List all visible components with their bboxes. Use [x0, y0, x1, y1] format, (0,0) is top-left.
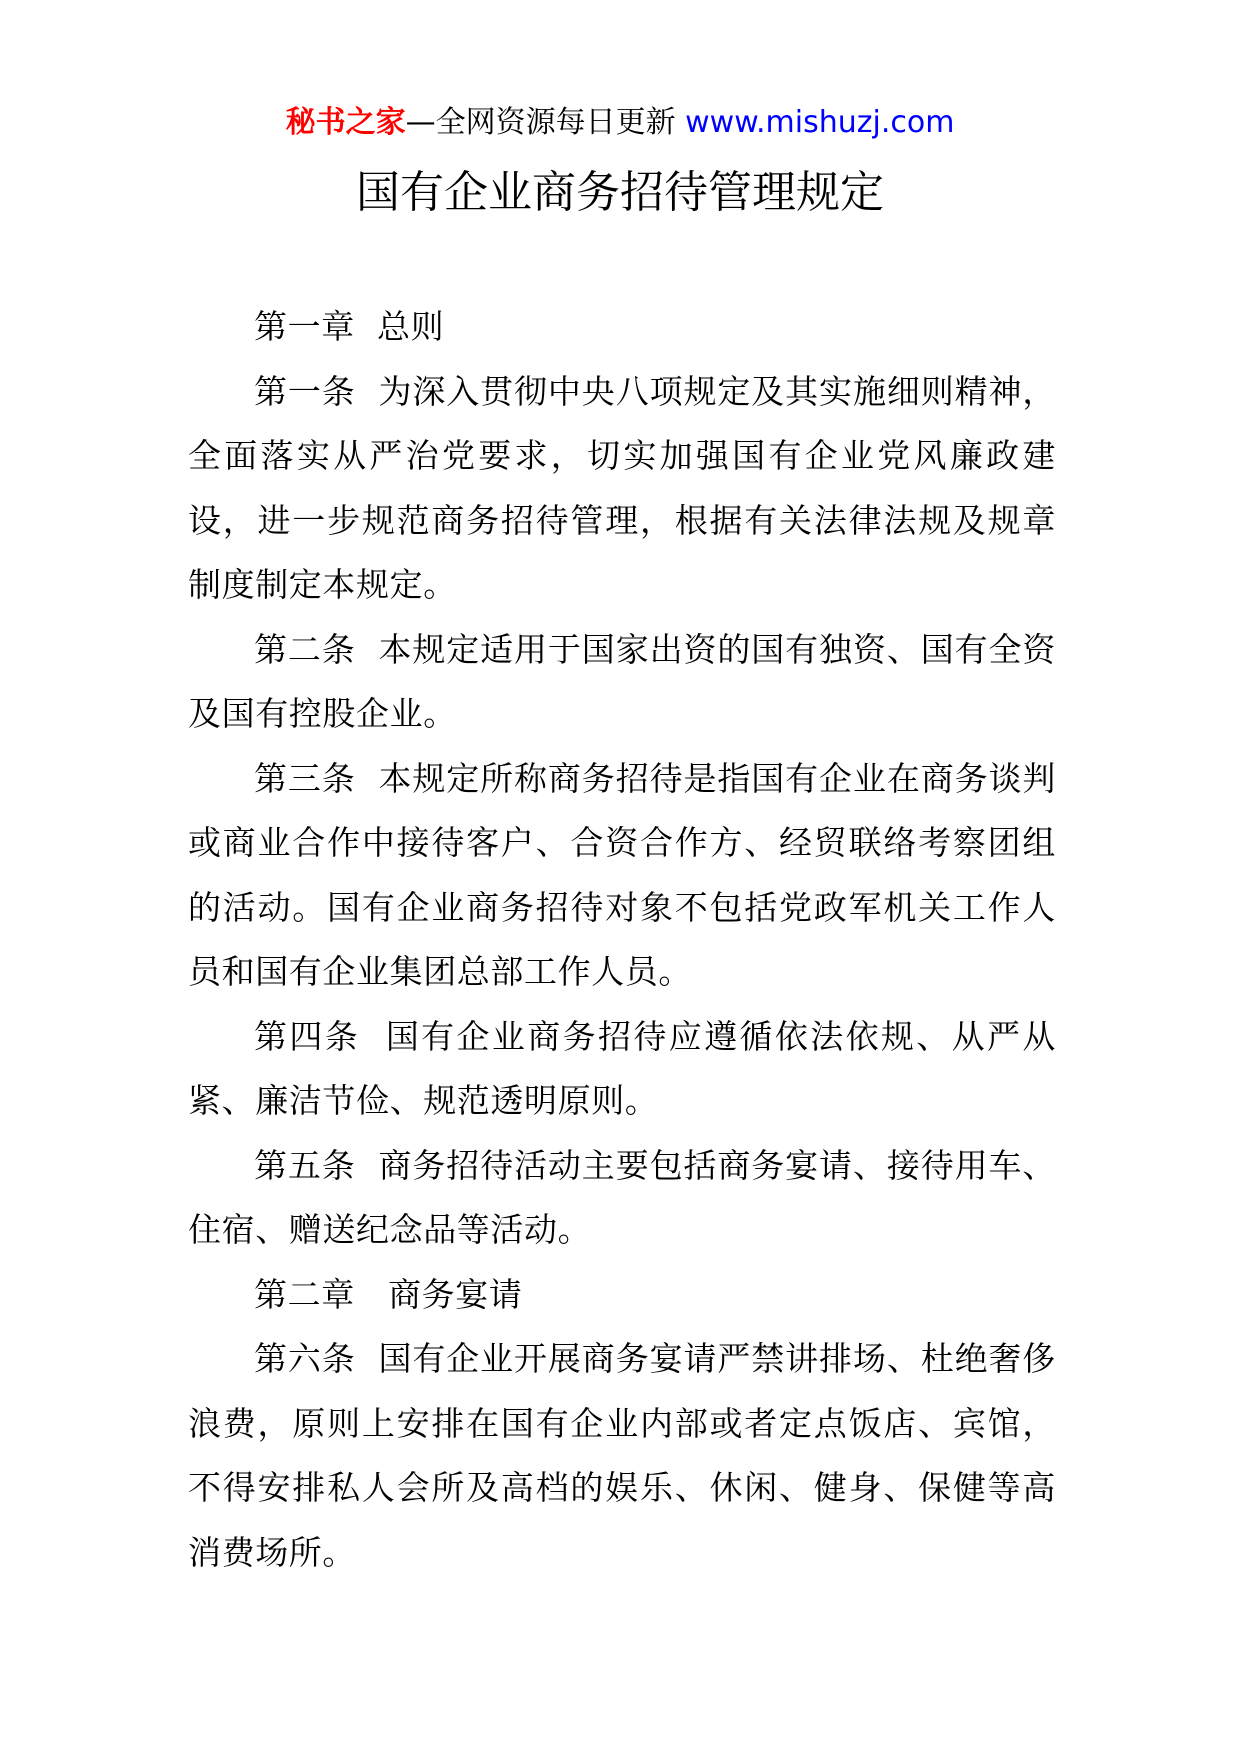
article-paragraph [188, 1327, 1056, 1585]
article-text: 本规定所称商务招待是指国有企业在商务谈判或商业合作中接待客户、合资合作方、经贸联络考察团组的活动。国有企业商务招待对象不包括党政军机关工作人员和国有企业集团总部工作人员。 [188, 758, 1057, 991]
article-paragraph [188, 618, 1056, 747]
article-text: 商务招待活动主要包括商务宴请、接待用车、住宿、赠送纪念品等活动。 [188, 1145, 1057, 1249]
article-label: 第二条 [254, 629, 379, 669]
article-label: 第一条 [254, 371, 379, 411]
chapter-label: 第二章 商务宴请 [254, 1274, 523, 1314]
site-url-link[interactable]: www.mishuzj.com [685, 105, 955, 140]
article-text: 为深入贯彻中央八项规定及其实施细则精神，全面落实从严治党要求，切实加强国有企业党风廉政建设，进一步规范商务招待管理，根据有关法律法规及规章制度制定本规定。 [188, 371, 1057, 604]
article-label: 第四条 [254, 1016, 386, 1056]
article-text: 国有企业开展商务宴请严禁讲排场、杜绝奢侈浪费，原则上安排在国有企业内部或者定点饭店、宾馆，不得安排私人会所及高档的娱乐、休闲、健身、保健等高消费场所。 [188, 1339, 1057, 1572]
article-label: 第三条 [254, 758, 379, 798]
document-title: 国有企业商务招待管理规定 [356, 167, 884, 218]
article-text: 本规定适用于国家出资的国有独资、国有全资及国有控股企业。 [188, 629, 1057, 733]
article-text: 国有企业商务招待应遵循依法依规、从严从紧、廉洁节俭、规范透明原则。 [188, 1016, 1056, 1120]
site-header [0, 100, 1240, 146]
article-paragraph [188, 360, 1056, 618]
chapter-heading [188, 295, 1056, 360]
article-paragraph [188, 1134, 1056, 1263]
article-paragraph [188, 1005, 1056, 1134]
article-label: 第五条 [254, 1145, 379, 1185]
chapter-heading [188, 1263, 1056, 1328]
brand-name: 秘书之家 [285, 105, 406, 140]
article-label: 第六条 [254, 1339, 379, 1378]
chapter-label: 第一章 总则 [254, 307, 445, 346]
document-body [188, 295, 1056, 1585]
article-paragraph [188, 747, 1056, 1005]
header-tagline: —全网资源每日更新 [405, 105, 676, 140]
